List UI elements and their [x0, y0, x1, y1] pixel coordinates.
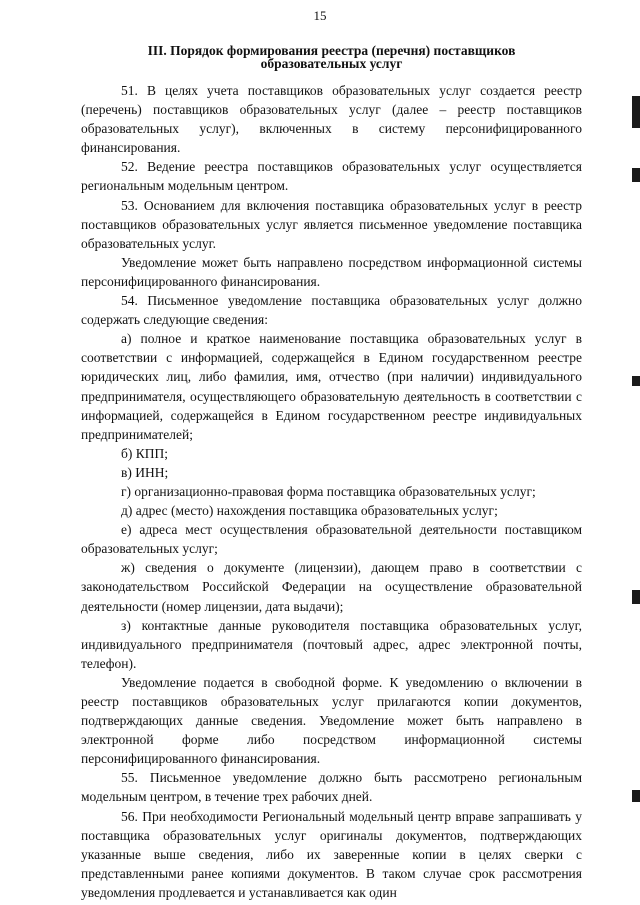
list-item-b: б) КПП;: [121, 445, 168, 461]
list-item-zh: ж) сведения о документе (лицензии), дающем право в соответствии с законодательством Российской Федерации на осуществление образовательной деятельности (номер лицензии, дата выдачи);: [81, 560, 582, 614]
list-item-d: д) адрес (место) нахождения поставщика образовательных услуг;: [121, 503, 498, 519]
paragraph-51: 51. В целях учета поставщиков образовательных услуг создается реестр (перечень) поставщиков образовательных услуг (далее – реестр поставщиков образовательных услуг), включенных в систему персонифицированного финансирования.: [81, 83, 582, 156]
paragraph-53-note: Уведомление может быть направлено посредством информационной системы персонифицированного финансирования.: [81, 254, 582, 289]
paragraph-54: 54. Письменное уведомление поставщика образовательных услуг должно содержать следующие сведения:: [81, 293, 582, 328]
section-title-line-2: образовательных услуг: [260, 56, 403, 71]
list-item-z: з) контактные данные руководителя поставщика образовательных услуг, индивидуального предпринимателя (почтовый адрес, адрес электронной почты, телефон).: [81, 617, 582, 671]
list-item-v: в) ИНН;: [121, 464, 169, 480]
section-title: [81, 44, 582, 70]
document-body: [81, 44, 582, 902]
section-title-line-1: III. Порядок формирования реестра (перечня) поставщиков: [147, 43, 516, 58]
list-item-a: а) полное и краткое наименование поставщика образовательных услуг в соответствии с информацией, содержащейся в Едином государственном реестре юридических лиц, либо фамилия, имя, отчество (при наличии) индивидуального предпринимателя, осуществляющего образовательную деятельность в соответствии с информацией, содержащейся в Едином государственном реестре индивидуальных предпринимателей;: [81, 331, 582, 442]
list-item-g: г) организационно-правовая форма поставщика образовательных услуг;: [121, 483, 536, 499]
paragraph-notice-form: Уведомление подается в свободной форме. К уведомлению о включении в реестр поставщиков образовательных услуг прилагаются копии документов, подтверждающих данные сведения. Уведомление может быть направлено в электронной форме либо посредством информационной системы персонифицированного финансирования.: [81, 674, 582, 767]
paragraph-56: 56. При необходимости Региональный модельный центр вправе запрашивать у поставщика образовательных услуг оригиналы документов, подтверждающих указанные выше сведения, либо их заверенные копии в целях сверки с представленными ранее копиями документов. В таком случае срок рассмотрения уведомления продлевается и устанавливается как один: [81, 808, 582, 900]
page-number: 15: [313, 8, 327, 23]
list-item-e: е) адреса мест осуществления образовательной деятельности поставщиком образовательных услуг;: [81, 522, 582, 557]
paragraph-55: 55. Письменное уведомление должно быть рассмотрено региональным модельным центром, в течение трех рабочих дней.: [81, 770, 582, 805]
paragraph-53: 53. Основанием для включения поставщика образовательных услуг в реестр поставщиков образовательных услуг является письменное уведомление поставщика образовательных услуг.: [81, 197, 582, 251]
paragraph-52: 52. Ведение реестра поставщиков образовательных услуг осуществляется региональным модельным центром.: [81, 159, 582, 194]
scan-edge-shadow: [630, 0, 640, 905]
